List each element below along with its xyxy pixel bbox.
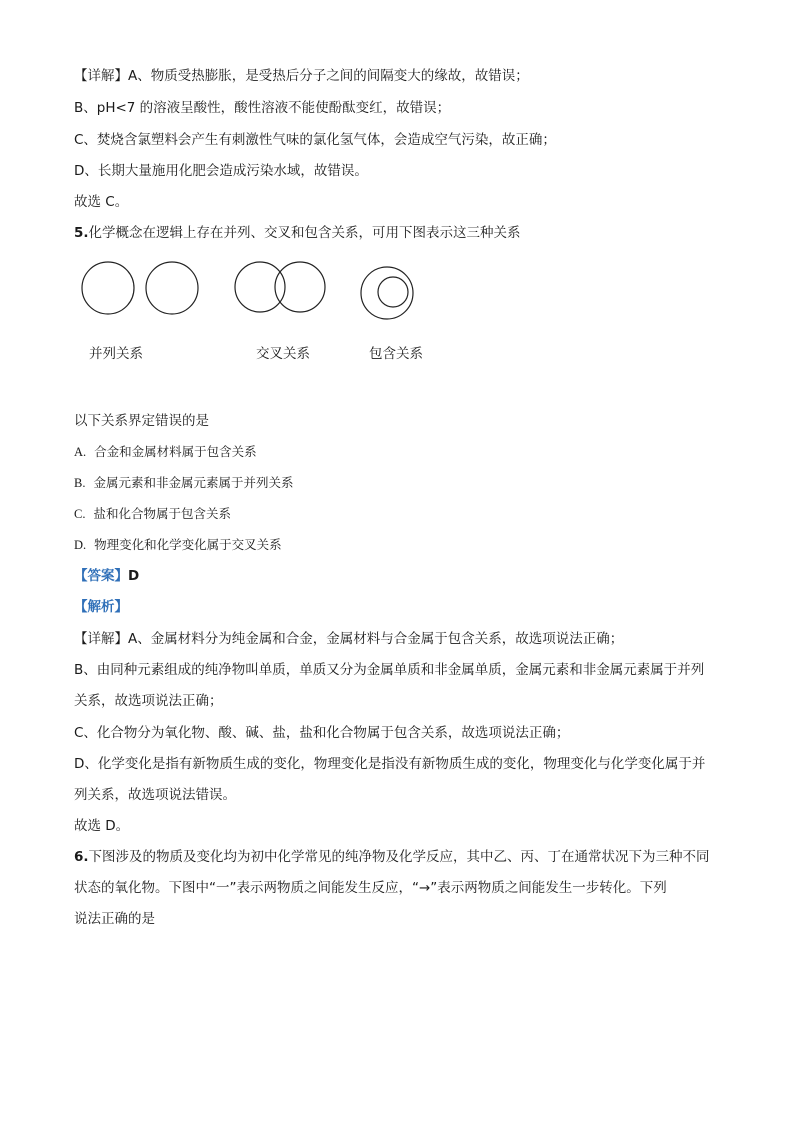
question-6-line-2: 状态的氧化物。下图中“一”表示两物质之间能发生反应，“→”表示两物质之间能发生一步转化。下列 xyxy=(74,880,667,896)
venn-diagram xyxy=(74,256,374,336)
analysis-line xyxy=(74,598,128,616)
explain-line-b: B、pH<7 的溶液呈酸性，酸性溶液不能使酚酞变红，故错误； xyxy=(74,100,451,116)
option-c: C. 盐和化合物属于包含关系 xyxy=(74,506,231,521)
detail-conclusion: 故选 D。 xyxy=(74,818,130,834)
label-cross: 交叉关系 xyxy=(256,346,310,362)
question-6-line-3: 说法正确的是 xyxy=(74,911,155,927)
detail-tag: 【详解】 xyxy=(74,68,128,84)
explain-line-c: C、焚烧含氯塑料会产生有刺激性气味的氯化氢气体，会造成空气污染，故正确； xyxy=(74,132,556,148)
explain-conclusion: 故选 C。 xyxy=(74,194,129,210)
question-number: 6. xyxy=(74,849,89,865)
cross-circle-left xyxy=(235,262,285,312)
answer-tag: 【答案】 xyxy=(74,568,128,584)
cross-circle-right xyxy=(275,262,325,312)
question-6-line-1: 6.下图涉及的物质及变化均为初中化学常见的纯净物及化学反应，其中乙、丙、丁在通常状况下为三种不同 xyxy=(74,849,710,865)
contain-diagram xyxy=(356,263,418,325)
explain-line-a: 【详解】A、物质受热膨胀，是受热后分子之间的间隔变大的缘故，故错误； xyxy=(74,68,529,84)
answer-line xyxy=(74,567,139,585)
label-parallel: 并列关系 xyxy=(89,346,143,362)
question-number: 5. xyxy=(74,225,89,241)
parallel-circle-left xyxy=(82,262,134,314)
explain-line-d: D、长期大量施用化肥会造成污染水域，故错误。 xyxy=(74,163,368,179)
detail-line-b2: 关系，故选项说法正确； xyxy=(74,693,223,709)
option-a: A. 合金和金属材料属于包含关系 xyxy=(74,444,257,459)
detail-tag: 【详解】 xyxy=(74,631,128,647)
question-5-prompt: 以下关系界定错误的是 xyxy=(74,413,209,429)
analysis-tag: 【解析】 xyxy=(74,599,128,615)
detail-line-b1: B、由同种元素组成的纯净物叫单质，单质又分为金属单质和非金属单质，金属元素和非金属元素属于并列 xyxy=(74,662,705,678)
option-d: D. 物理变化和化学变化属于交叉关系 xyxy=(74,537,282,552)
question-5-stem: 5.化学概念在逻辑上存在并列、交叉和包含关系，可用下图表示这三种关系 xyxy=(74,225,521,241)
detail-line-d2: 列关系，故选项说法错误。 xyxy=(74,787,236,803)
detail-line-c: C、化合物分为氧化物、酸、碱、盐，盐和化合物属于包含关系，故选项说法正确； xyxy=(74,725,570,741)
label-contain: 包含关系 xyxy=(369,346,423,362)
option-b: B. 金属元素和非金属元素属于并列关系 xyxy=(74,475,294,490)
contain-circle-outer xyxy=(361,267,413,319)
detail-line-d1: D、化学变化是指有新物质生成的变化，物理变化是指没有新物质生成的变化，物理变化与化学变化属于并 xyxy=(74,756,706,772)
parallel-circle-right xyxy=(146,262,198,314)
detail-line-a: 【详解】A、金属材料分为纯金属和合金，金属材料与合金属于包含关系，故选项说法正确； xyxy=(74,631,624,647)
contain-circle-inner xyxy=(378,277,408,307)
answer-value: D xyxy=(128,568,140,584)
